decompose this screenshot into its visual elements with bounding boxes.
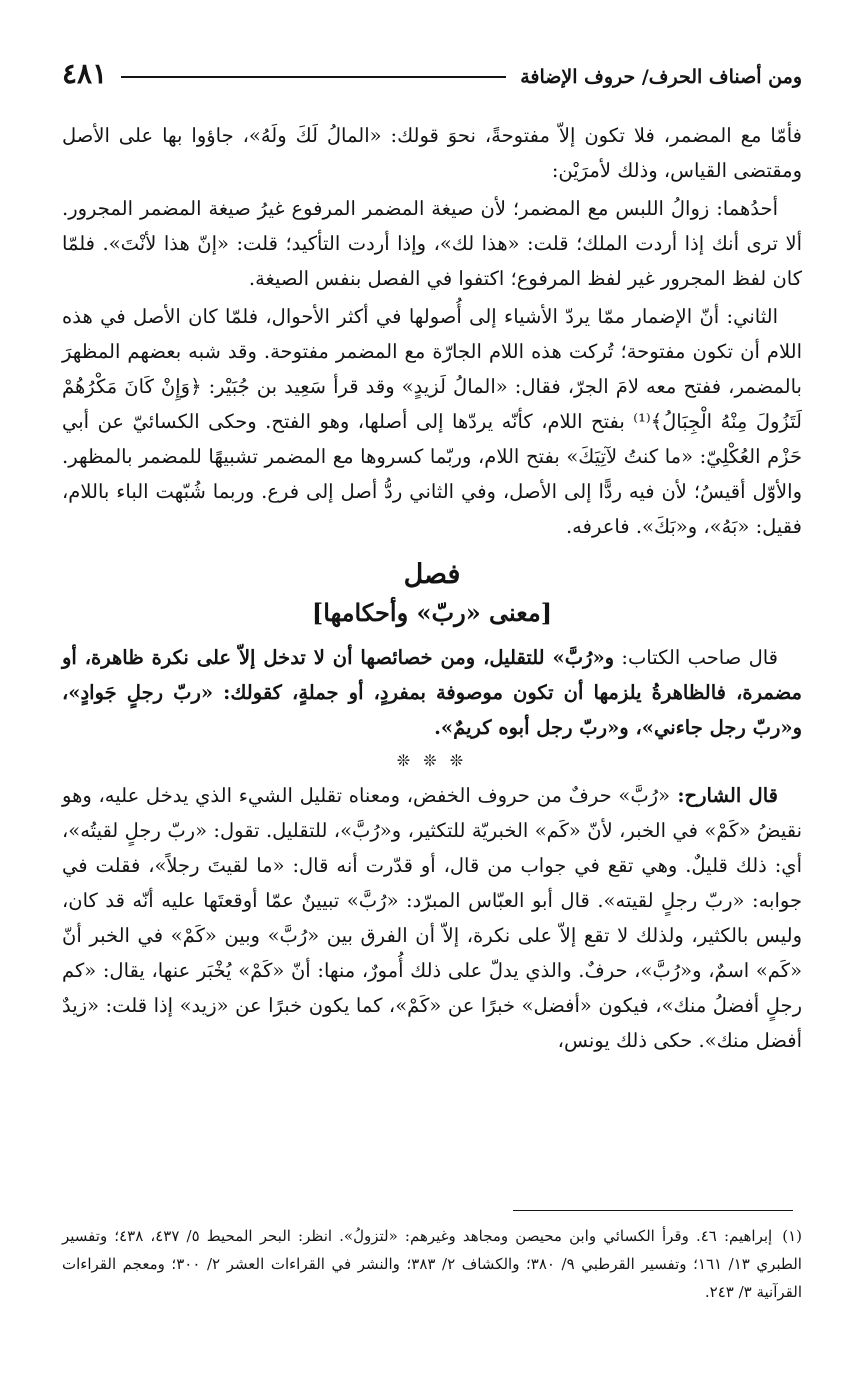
section-title: فصل bbox=[403, 559, 461, 590]
header-rule bbox=[121, 76, 506, 78]
sharh-paragraph bbox=[62, 778, 802, 1058]
section-heading bbox=[62, 556, 802, 632]
sharh-intro: قال الشارح: bbox=[670, 784, 778, 807]
footnote-number: (١) bbox=[782, 1227, 803, 1245]
footnote-rule bbox=[513, 1210, 793, 1211]
page-body bbox=[62, 118, 802, 1061]
paragraph-2: أحدُهما: زوالُ اللبس مع المضمر؛ لأن صيغة المضمر المرفوع غيرُ صيغة المضمر المجرور. ألا ترى أنك إذا أردت الملك؛ قلت: «هذا لك»، وإذا أردت التأكيد؛ قلت: «إنّ هذا لأنْتَ». فلمّا كان لفظ المجرور غير لفظ المرفوع؛ اكتفوا في الفصل بنفس الصيغة. bbox=[62, 197, 802, 290]
paragraph-3: الثاني: أنّ الإضمار ممّا يردّ الأشياء إلى أُصولها في أكثر الأحوال، فلمّا كان الأصل في هذه اللام أن تكون مفتوحة؛ تُركت هذه اللام الجارّة مع المضمر مفتوحة. وقد شبه بعضهم المظهرَ بالمضمر، ففتح معه لامَ الجرّ، فقال: «المالُ لَزيدٍ» وقد قرأ سَعِيد بن جُبَيْر: ﴿وَإِنْ كَانَ مَكْرُهُمْ لَتَزُولَ مِنْهُ الْجِبَالُ﴾⁽¹⁾ بفتح اللام، كأنّه يردّها إلى أصلها، وهو الفتح. وحكى الكسائيّ عن أبي حَزْم العُكْلِيّ: «ما كنتُ لآتِيَكَ» بفتح اللام، وربّما كسروها مع المضمر تشبيهًا للمضمر بالمظهر. والأوّل أقيسُ؛ لأن فيه ردًّا إلى الأصل، وفي الثاني ردُّ أصل إلى فرع. وربما شُبّهت الباء باللام، فقيل: «بَهُ»، و«بَكَ». فاعرفه. bbox=[62, 305, 802, 538]
sharh-text: «رُبَّ» حرفٌ من حروف الخفض، ومعناه تقليل الشيء الذي يدخل عليه، وهو نقيضُ «كَمْ» في الخبر، لأنّ «كَم» الخبريّة للتكثير، و«رُبَّ»، للتقليل. تقول: «ربّ رجلٍ لقيتُه»، أي: ذلك قليلٌ. وهي تقع في جواب من قال، أو قدّرت أنه قال: «ما لقيتَ رجلاً»، فقلت في جوابه: «ربّ رجلٍ لقيته». قال أبو العبّاس المبرّد: «رُبَّ» تبيينٌ عمّا أوقعتَها عليه أنّه قد كان، وليس بالكثير، ولذلك لا تقع إلاّ على نكرة، إلاّ أن الفرق بين «رُبَّ» وبين «كَمْ» في الخبر أنّ «كَم» اسمٌ، و«رُبَّ»، حرفٌ. والذي يدلّ على ذلك أُمورٌ، منها: أنّ «كَمْ» يُخْبَر عنها، يقال: «كم رجلٍ أفضلُ منك»، فيكون «أفضل» خبرًا عن «كَمْ»، كما يكون خبرًا عن «زيد» إذا قلت: «زيدٌ أفضل منك». حكى ذلك يونس، bbox=[62, 784, 802, 1052]
footnotes bbox=[62, 1222, 802, 1306]
paragraph-1: فأمّا مع المضمر، فلا تكون إلاّ مفتوحةً، نحوَ قولك: «المالُ لَكَ ولَهُ»، جاؤوا بها على الأصل ومقتضى القياس، وذلك لأمرَيْن: bbox=[62, 124, 802, 182]
section-separator: ❊ ❊ ❊ bbox=[396, 751, 468, 770]
running-title: ومن أصناف الحرف/ حروف الإضافة bbox=[520, 66, 802, 88]
page-header bbox=[62, 44, 802, 88]
matn-intro: قال صاحب الكتاب: bbox=[614, 646, 779, 669]
matn-text: و«رُبَّ» للتقليل، ومن خصائصها أن لا تدخل إلاّ على نكرة ظاهرة، أو مضمرة، فالظاهرةُ يلزمها أن تكون موصوفة بمفردٍ، أو جملةٍ، كقولك: «ربّ رجلٍ جَوادٍ»، و«ربّ رجل جاءني»، و«ربّ رجل أبوه كريمٌ». bbox=[62, 646, 802, 739]
section-subtitle: [معنى «ربّ» وأحكامها] bbox=[311, 598, 553, 627]
matn-paragraph bbox=[62, 640, 802, 745]
page-number: ٤٨١ bbox=[62, 57, 108, 90]
footnote-text: إبراهيم: ٤٦. وقرأ الكسائي وابن محيصن ومجاهد وغيرهم: «لتزولُ». انظر: البحر المحيط ٥/ ٤٣٧، ٤٣٨؛ وتفسير الطبري ١٣/ ١٦١؛ وتفسير القرطبي ٩/ ٣٨٠؛ والكشاف ٢/ ٣٨٣؛ والنشر في القراءات العشر ٢/ ٣٠٠؛ ومعجم القراءات القرآنية ٣/ ٢٤٣. bbox=[62, 1227, 802, 1301]
